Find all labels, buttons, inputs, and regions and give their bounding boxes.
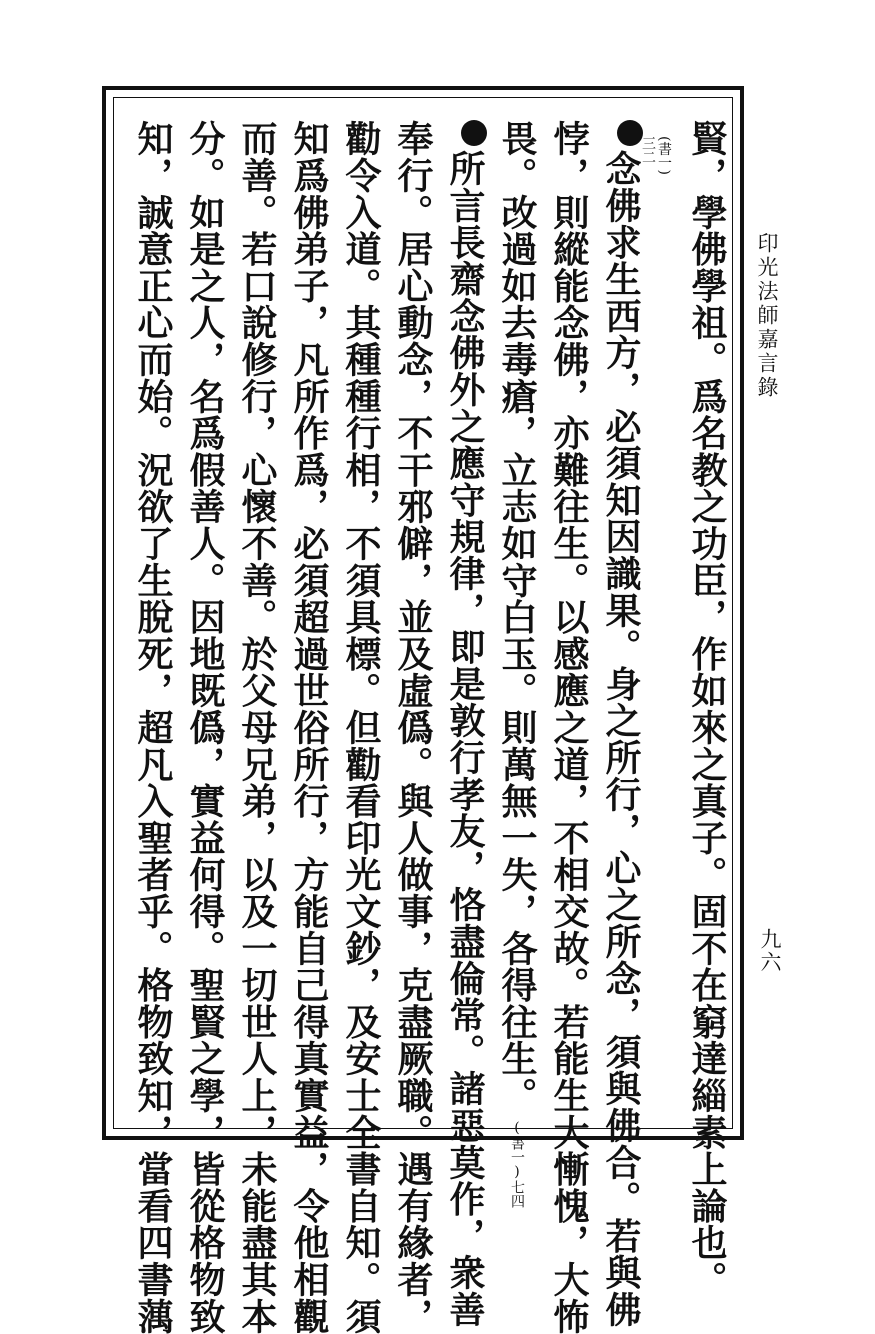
column-text: 奉行。居心動念，不干邪僻，並及虛僞。與人做事，克盡厥職。遇有緣者， — [392, 120, 434, 1334]
column-text: 勸令入道。其種種行相，不須具標。但勸看印光文鈔，及安士全書自知。須 — [340, 120, 382, 1334]
column-text: 賢，學佛學祖。爲名教之功臣，作如來之真子。固不在窮達緇素上論也。 — [686, 120, 728, 1298]
column-text: 畏。改過如去毒瘡，立志如守白玉。則萬無一失，各得往生。 — [496, 120, 538, 1114]
page-number: 九六 — [758, 928, 782, 974]
column-text: 所言長齋念佛外之應守規律，即是敦行孝友，恪盡倫常。諸惡莫作，衆善 — [444, 150, 486, 1328]
text-column-9 — [284, 120, 334, 1334]
citation-num: 三二 — [640, 136, 656, 164]
text-column-4 — [544, 120, 594, 1334]
text-column-12 — [128, 120, 178, 1334]
running-title: 印光法師嘉言錄 — [755, 232, 779, 400]
text-column-3 — [596, 120, 646, 1328]
text-column-10 — [232, 120, 282, 1334]
bullet-icon — [617, 120, 643, 146]
column-text: 而善。若口說修行，心懷不善。於父母兄弟，以及一切世人上，未能盡其本 — [236, 120, 278, 1334]
text-column-11 — [180, 120, 230, 1334]
column-text: 念佛求生西方，必須知因識果。身之所行，心之所念，須與佛合。若與佛 — [600, 150, 642, 1328]
column-text: 知爲佛弟子，凡所作爲，必須超過世俗所行，方能自己得真實益，令他相觀 — [288, 120, 330, 1334]
citation-note — [509, 1120, 525, 1208]
citation-ref: (書一) — [509, 1119, 525, 1180]
text-column-7 — [388, 120, 438, 1334]
text-column-5 — [492, 120, 542, 1208]
column-text: 悖，則縱能念佛，亦難往生。以感應之道，不相交故。若能生大慚愧，大怖 — [548, 120, 590, 1334]
citation-ref: (書一) — [656, 136, 672, 175]
column-text: 分。如是之人，名爲假善人。因地既僞，實益何得。聖賢之學，皆從格物致 — [184, 120, 226, 1334]
citation-num: 七四 — [509, 1179, 525, 1208]
text-column-6 — [440, 120, 490, 1328]
text-column-8 — [336, 120, 386, 1334]
text-column-1 — [682, 120, 732, 1298]
column-text: 知，誠意正心而始。況欲了生脫死，超凡入聖者乎。格物致知，當看四書蕅 — [132, 120, 174, 1334]
bullet-icon — [461, 120, 487, 146]
